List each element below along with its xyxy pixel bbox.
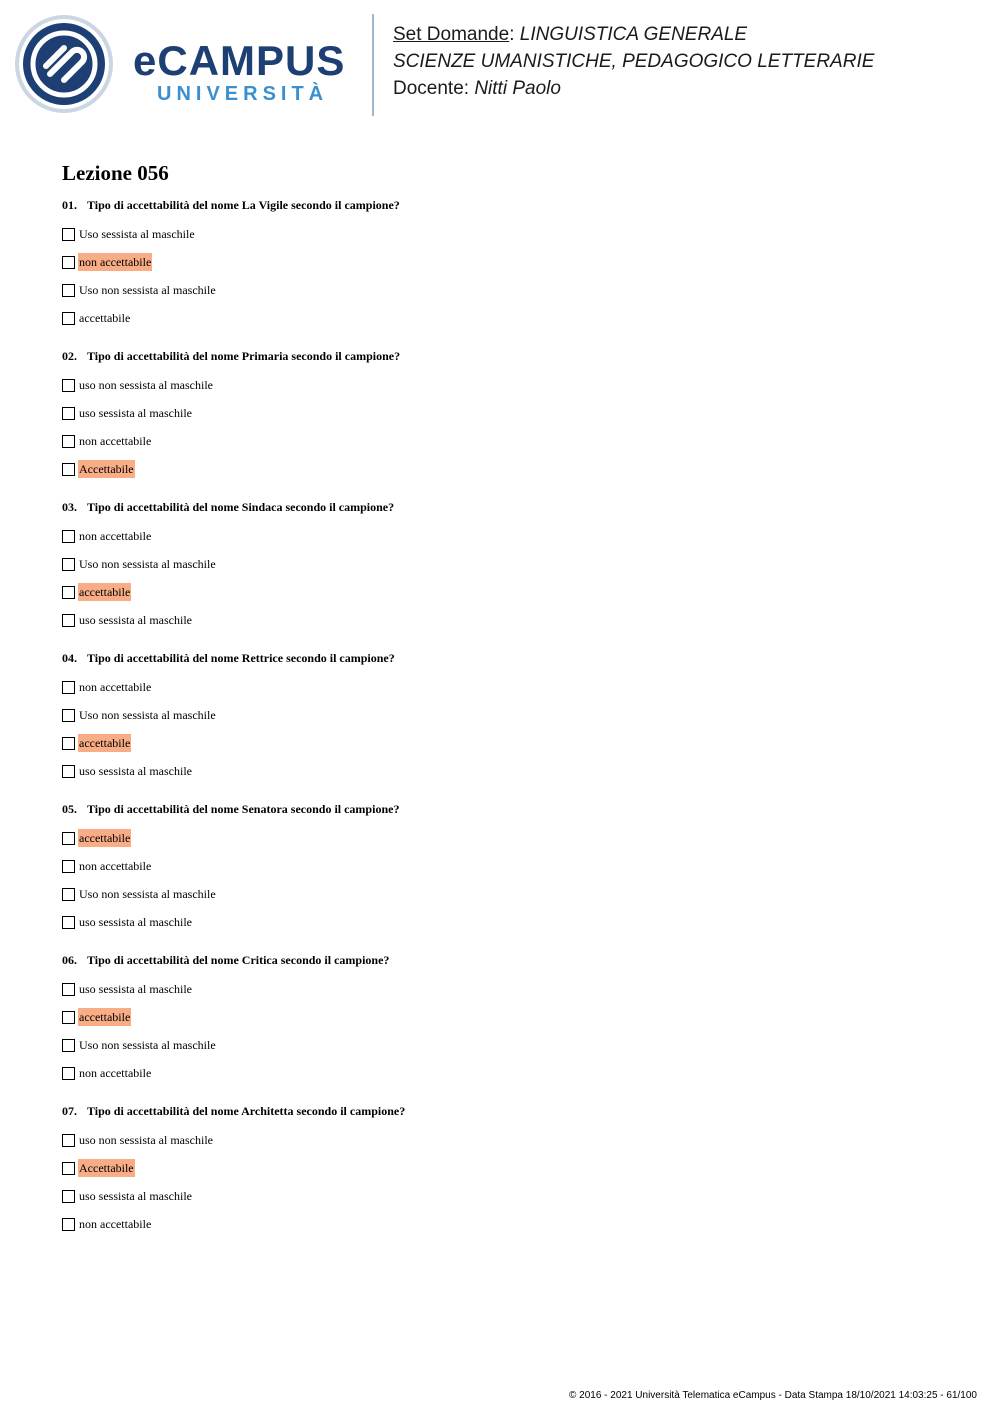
answer-label: non accettabile <box>79 1217 152 1231</box>
answer-checkbox[interactable] <box>62 614 75 627</box>
question-label: Tipo di accettabilità del nome Critica secondo il campione? <box>87 953 390 967</box>
answer-list <box>62 673 962 785</box>
answer-checkbox[interactable] <box>62 379 75 392</box>
answer-option[interactable] <box>62 304 962 332</box>
answer-checkbox[interactable] <box>62 1039 75 1052</box>
answer-checkbox[interactable] <box>62 765 75 778</box>
answer-option[interactable] <box>62 975 962 1003</box>
page-header <box>0 0 1000 130</box>
answer-list <box>62 220 962 332</box>
answer-checkbox[interactable] <box>62 228 75 241</box>
answer-checkbox[interactable] <box>62 463 75 476</box>
question-label: Tipo di accettabilità del nome Sindaca secondo il campione? <box>87 500 395 514</box>
course-info <box>393 21 874 102</box>
answer-label-correct: Accettabile <box>79 1161 134 1175</box>
lesson-title: Lezione 056 <box>62 161 169 185</box>
course-name: LINGUISTICA GENERALE <box>519 24 748 45</box>
answer-checkbox[interactable] <box>62 586 75 599</box>
logo-sub: UNIVERSITÀ <box>157 83 329 105</box>
answer-label: non accettabile <box>79 434 152 448</box>
answer-option[interactable] <box>62 1059 962 1087</box>
answer-option[interactable] <box>62 399 962 427</box>
answer-option[interactable] <box>62 673 962 701</box>
question-block <box>62 348 962 499</box>
question-block <box>62 801 962 952</box>
answer-checkbox[interactable] <box>62 1218 75 1231</box>
answer-checkbox[interactable] <box>62 983 75 996</box>
answer-option[interactable] <box>62 606 962 634</box>
teacher-name: Nitti Paolo <box>474 78 561 99</box>
answer-label: uso sessista al maschile <box>79 1189 192 1203</box>
answer-label: Uso non sessista al maschile <box>79 708 216 722</box>
question-block <box>62 1103 962 1254</box>
question-label: Tipo di accettabilità del nome Primaria secondo il campione? <box>87 349 401 363</box>
set-label: Set Domande <box>393 24 510 45</box>
answer-label: uso sessista al maschile <box>79 915 192 929</box>
answer-checkbox[interactable] <box>62 832 75 845</box>
answer-label-correct: accettabile <box>79 585 131 599</box>
answer-label-correct: accettabile <box>79 736 131 750</box>
answer-option[interactable] <box>62 701 962 729</box>
question-label: Tipo di accettabilità del nome La Vigile secondo il campione? <box>87 198 400 212</box>
answer-checkbox[interactable] <box>62 312 75 325</box>
answer-label: non accettabile <box>79 680 152 694</box>
answer-checkbox[interactable] <box>62 1190 75 1203</box>
answer-option[interactable] <box>62 276 962 304</box>
question-text <box>62 197 962 214</box>
question-number: 01. <box>62 198 77 212</box>
question-number: 02. <box>62 349 77 363</box>
answer-option[interactable] <box>62 455 962 483</box>
answer-checkbox[interactable] <box>62 558 75 571</box>
question-label: Tipo di accettabilità del nome Senatora secondo il campione? <box>87 802 400 816</box>
answer-label: Uso sessista al maschile <box>79 227 195 241</box>
answer-label: non accettabile <box>79 1066 152 1080</box>
answer-label: uso non sessista al maschile <box>79 378 213 392</box>
answer-label: Uso non sessista al maschile <box>79 1038 216 1052</box>
answer-option[interactable] <box>62 578 962 606</box>
answer-option[interactable] <box>62 220 962 248</box>
answer-option[interactable] <box>62 522 962 550</box>
answer-checkbox[interactable] <box>62 916 75 929</box>
answer-label-correct: accettabile <box>79 1010 131 1024</box>
answer-checkbox[interactable] <box>62 737 75 750</box>
answer-checkbox[interactable] <box>62 530 75 543</box>
answer-option[interactable] <box>62 1182 962 1210</box>
ecampus-logo <box>133 37 346 106</box>
header-divider <box>372 14 374 116</box>
answer-option[interactable] <box>62 1210 962 1238</box>
answer-checkbox[interactable] <box>62 888 75 901</box>
answer-list <box>62 371 962 483</box>
ecampus-seal-icon <box>14 14 114 114</box>
answer-list <box>62 975 962 1087</box>
answer-label: uso sessista al maschile <box>79 764 192 778</box>
answer-checkbox[interactable] <box>62 681 75 694</box>
answer-list <box>62 522 962 634</box>
set-separator: : <box>509 24 515 45</box>
teacher-label: Docente: <box>393 78 470 99</box>
question-list <box>62 197 962 1254</box>
question-text <box>62 801 962 818</box>
answer-label: uso sessista al maschile <box>79 406 192 420</box>
answer-list <box>62 1126 962 1238</box>
faculty-name: SCIENZE UMANISTICHE, PEDAGOGICO LETTERARIE <box>393 51 875 72</box>
answer-option[interactable] <box>62 729 962 757</box>
answer-option[interactable] <box>62 1003 962 1031</box>
answer-label: uso sessista al maschile <box>79 982 192 996</box>
answer-checkbox[interactable] <box>62 407 75 420</box>
answer-label: accettabile <box>79 311 131 325</box>
answer-label: Uso non sessista al maschile <box>79 557 216 571</box>
answer-label-correct: Accettabile <box>79 462 134 476</box>
answer-label: Uso non sessista al maschile <box>79 283 216 297</box>
answer-list <box>62 824 962 936</box>
question-number: 04. <box>62 651 77 665</box>
answer-option[interactable] <box>62 371 962 399</box>
answer-option[interactable] <box>62 824 962 852</box>
answer-checkbox[interactable] <box>62 860 75 873</box>
question-text <box>62 348 962 365</box>
question-number: 07. <box>62 1104 77 1118</box>
answer-checkbox[interactable] <box>62 284 75 297</box>
answer-checkbox[interactable] <box>62 256 75 269</box>
question-label: Tipo di accettabilità del nome Rettrice secondo il campione? <box>87 651 395 665</box>
answer-option[interactable] <box>62 1031 962 1059</box>
answer-option[interactable] <box>62 1154 962 1182</box>
answer-option[interactable] <box>62 908 962 936</box>
question-block <box>62 197 962 348</box>
answer-option[interactable] <box>62 852 962 880</box>
question-number: 03. <box>62 500 77 514</box>
question-text <box>62 650 962 667</box>
answer-option[interactable] <box>62 427 962 455</box>
answer-option[interactable] <box>62 1126 962 1154</box>
answer-label-correct: accettabile <box>79 831 131 845</box>
answer-option[interactable] <box>62 880 962 908</box>
question-block <box>62 952 962 1103</box>
answer-option[interactable] <box>62 550 962 578</box>
answer-checkbox[interactable] <box>62 435 75 448</box>
answer-checkbox[interactable] <box>62 1011 75 1024</box>
question-text <box>62 1103 962 1120</box>
page-footer: © 2016 - 2021 Università Telematica eCampus - Data Stampa 18/10/2021 14:03:25 - 61/100 <box>569 1390 977 1401</box>
answer-label: non accettabile <box>79 859 152 873</box>
logo-brand: eCAMPUS <box>133 37 346 84</box>
answer-checkbox[interactable] <box>62 709 75 722</box>
answer-option[interactable] <box>62 248 962 276</box>
answer-checkbox[interactable] <box>62 1134 75 1147</box>
question-label: Tipo di accettabilità del nome Architetta secondo il campione? <box>87 1104 406 1118</box>
answer-label: uso non sessista al maschile <box>79 1133 213 1147</box>
question-text <box>62 499 962 516</box>
answer-label-correct: non accettabile <box>79 255 152 269</box>
answer-option[interactable] <box>62 757 962 785</box>
answer-label: non accettabile <box>79 529 152 543</box>
answer-checkbox[interactable] <box>62 1162 75 1175</box>
question-block <box>62 650 962 801</box>
answer-label: Uso non sessista al maschile <box>79 887 216 901</box>
question-block <box>62 499 962 650</box>
question-number: 05. <box>62 802 77 816</box>
answer-checkbox[interactable] <box>62 1067 75 1080</box>
answer-label: uso sessista al maschile <box>79 613 192 627</box>
question-text <box>62 952 962 969</box>
question-number: 06. <box>62 953 77 967</box>
